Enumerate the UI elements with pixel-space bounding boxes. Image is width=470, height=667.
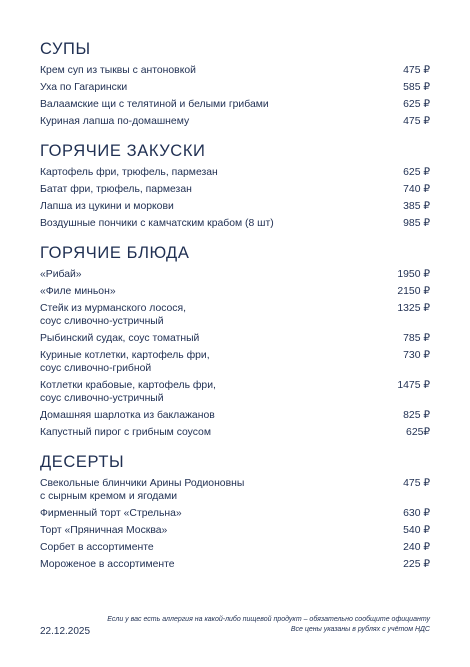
item-price: 240 ₽ xyxy=(403,542,430,553)
section-title: ГОРЯЧИЕ БЛЮДА xyxy=(40,244,190,262)
item-price: 585 ₽ xyxy=(403,82,430,93)
section-hot-appetizers xyxy=(40,140,430,230)
menu-item xyxy=(40,98,430,111)
menu-item xyxy=(40,64,430,77)
item-price: 630 ₽ xyxy=(403,508,430,519)
menu-item xyxy=(40,81,430,94)
item-price: 2150 ₽ xyxy=(397,286,430,297)
item-name: Рыбинский судак, соус томатный xyxy=(40,333,200,344)
vat-note: Все цены указаны в рублях с учётом НДС xyxy=(290,626,430,633)
footer-note xyxy=(107,615,430,635)
menu-date: 22.12.2025 xyxy=(40,626,91,637)
item-name: «Филе миньон» xyxy=(40,286,116,297)
section-title: ГОРЯЧИЕ ЗАКУСКИ xyxy=(40,142,206,160)
item-name: Домашняя шарлотка из баклажанов xyxy=(40,410,215,421)
item-name: Лапша из цукини и моркови xyxy=(40,201,174,212)
item-name: «Рибай» xyxy=(40,269,82,280)
item-name: Уха по Гагарински xyxy=(40,82,128,93)
menu-item xyxy=(40,409,430,422)
item-price: 475 ₽ xyxy=(403,478,430,489)
item-price: 385 ₽ xyxy=(403,201,430,212)
item-price: 1950 ₽ xyxy=(397,269,430,280)
item-name: Куриные котлетки, картофель фри, соус сливочно-грибной xyxy=(40,350,210,374)
item-price: 1325 ₽ xyxy=(397,303,430,314)
allergy-note: Если у вас есть аллергия на какой-либо пищевой продукт – обязательно сообщите официанту xyxy=(107,616,430,623)
item-price: 475 ₽ xyxy=(403,116,430,127)
item-price: 625₽ xyxy=(406,427,430,438)
section-desserts xyxy=(40,451,430,571)
menu-item xyxy=(40,477,430,503)
menu-item xyxy=(40,541,430,554)
menu-item xyxy=(40,285,430,298)
menu-item xyxy=(40,302,430,328)
item-name: Капустный пирог с грибным соусом xyxy=(40,427,211,438)
menu-item xyxy=(40,183,430,196)
item-price: 825 ₽ xyxy=(403,410,430,421)
menu-item xyxy=(40,200,430,213)
menu-item xyxy=(40,558,430,571)
item-name: Котлетки крабовые, картофель фри, соус сливочно-устричный xyxy=(40,380,216,404)
section-hot-dishes xyxy=(40,242,430,439)
item-price: 1475 ₽ xyxy=(397,380,430,391)
item-name: Валаамские щи с телятиной и белыми грибами xyxy=(40,99,269,110)
item-price: 785 ₽ xyxy=(403,333,430,344)
item-name: Куриная лапша по-домашнему xyxy=(40,116,190,127)
item-name: Картофель фри, трюфель, пармезан xyxy=(40,167,218,178)
item-name: Крем суп из тыквы с антоновкой xyxy=(40,65,196,76)
item-price: 225 ₽ xyxy=(403,559,430,570)
item-name: Торт «Пряничная Москва» xyxy=(40,525,168,536)
item-price: 540 ₽ xyxy=(403,525,430,536)
item-name: Фирменный торт «Стрельна» xyxy=(40,508,182,519)
item-price: 625 ₽ xyxy=(403,99,430,110)
section-title: СУПЫ xyxy=(40,40,91,58)
item-price: 625 ₽ xyxy=(403,167,430,178)
item-name: Мороженое в ассортименте xyxy=(40,559,175,570)
item-name: Сорбет в ассортименте xyxy=(40,542,154,553)
item-price: 985 ₽ xyxy=(403,218,430,229)
item-name: Воздушные пончики с камчатским крабом (8 шт) xyxy=(40,218,274,229)
item-name: Батат фри, трюфель, пармезан xyxy=(40,184,192,195)
menu-item xyxy=(40,507,430,520)
menu-item xyxy=(40,332,430,345)
section-soups xyxy=(40,38,430,128)
item-price: 475 ₽ xyxy=(403,65,430,76)
menu-page xyxy=(40,38,430,583)
menu-item xyxy=(40,379,430,405)
menu-item xyxy=(40,524,430,537)
menu-item xyxy=(40,426,430,439)
item-name: Стейк из мурманского лосося, соус сливочно-устричный xyxy=(40,303,187,327)
section-title: ДЕСЕРТЫ xyxy=(40,453,125,471)
menu-item xyxy=(40,115,430,128)
menu-item xyxy=(40,268,430,281)
menu-item xyxy=(40,217,430,230)
item-name: Свекольные блинчики Арины Родионовны с сырным кремом и ягодами xyxy=(40,478,245,502)
menu-item xyxy=(40,349,430,375)
menu-item xyxy=(40,166,430,179)
item-price: 740 ₽ xyxy=(403,184,430,195)
item-price: 730 ₽ xyxy=(403,350,430,361)
